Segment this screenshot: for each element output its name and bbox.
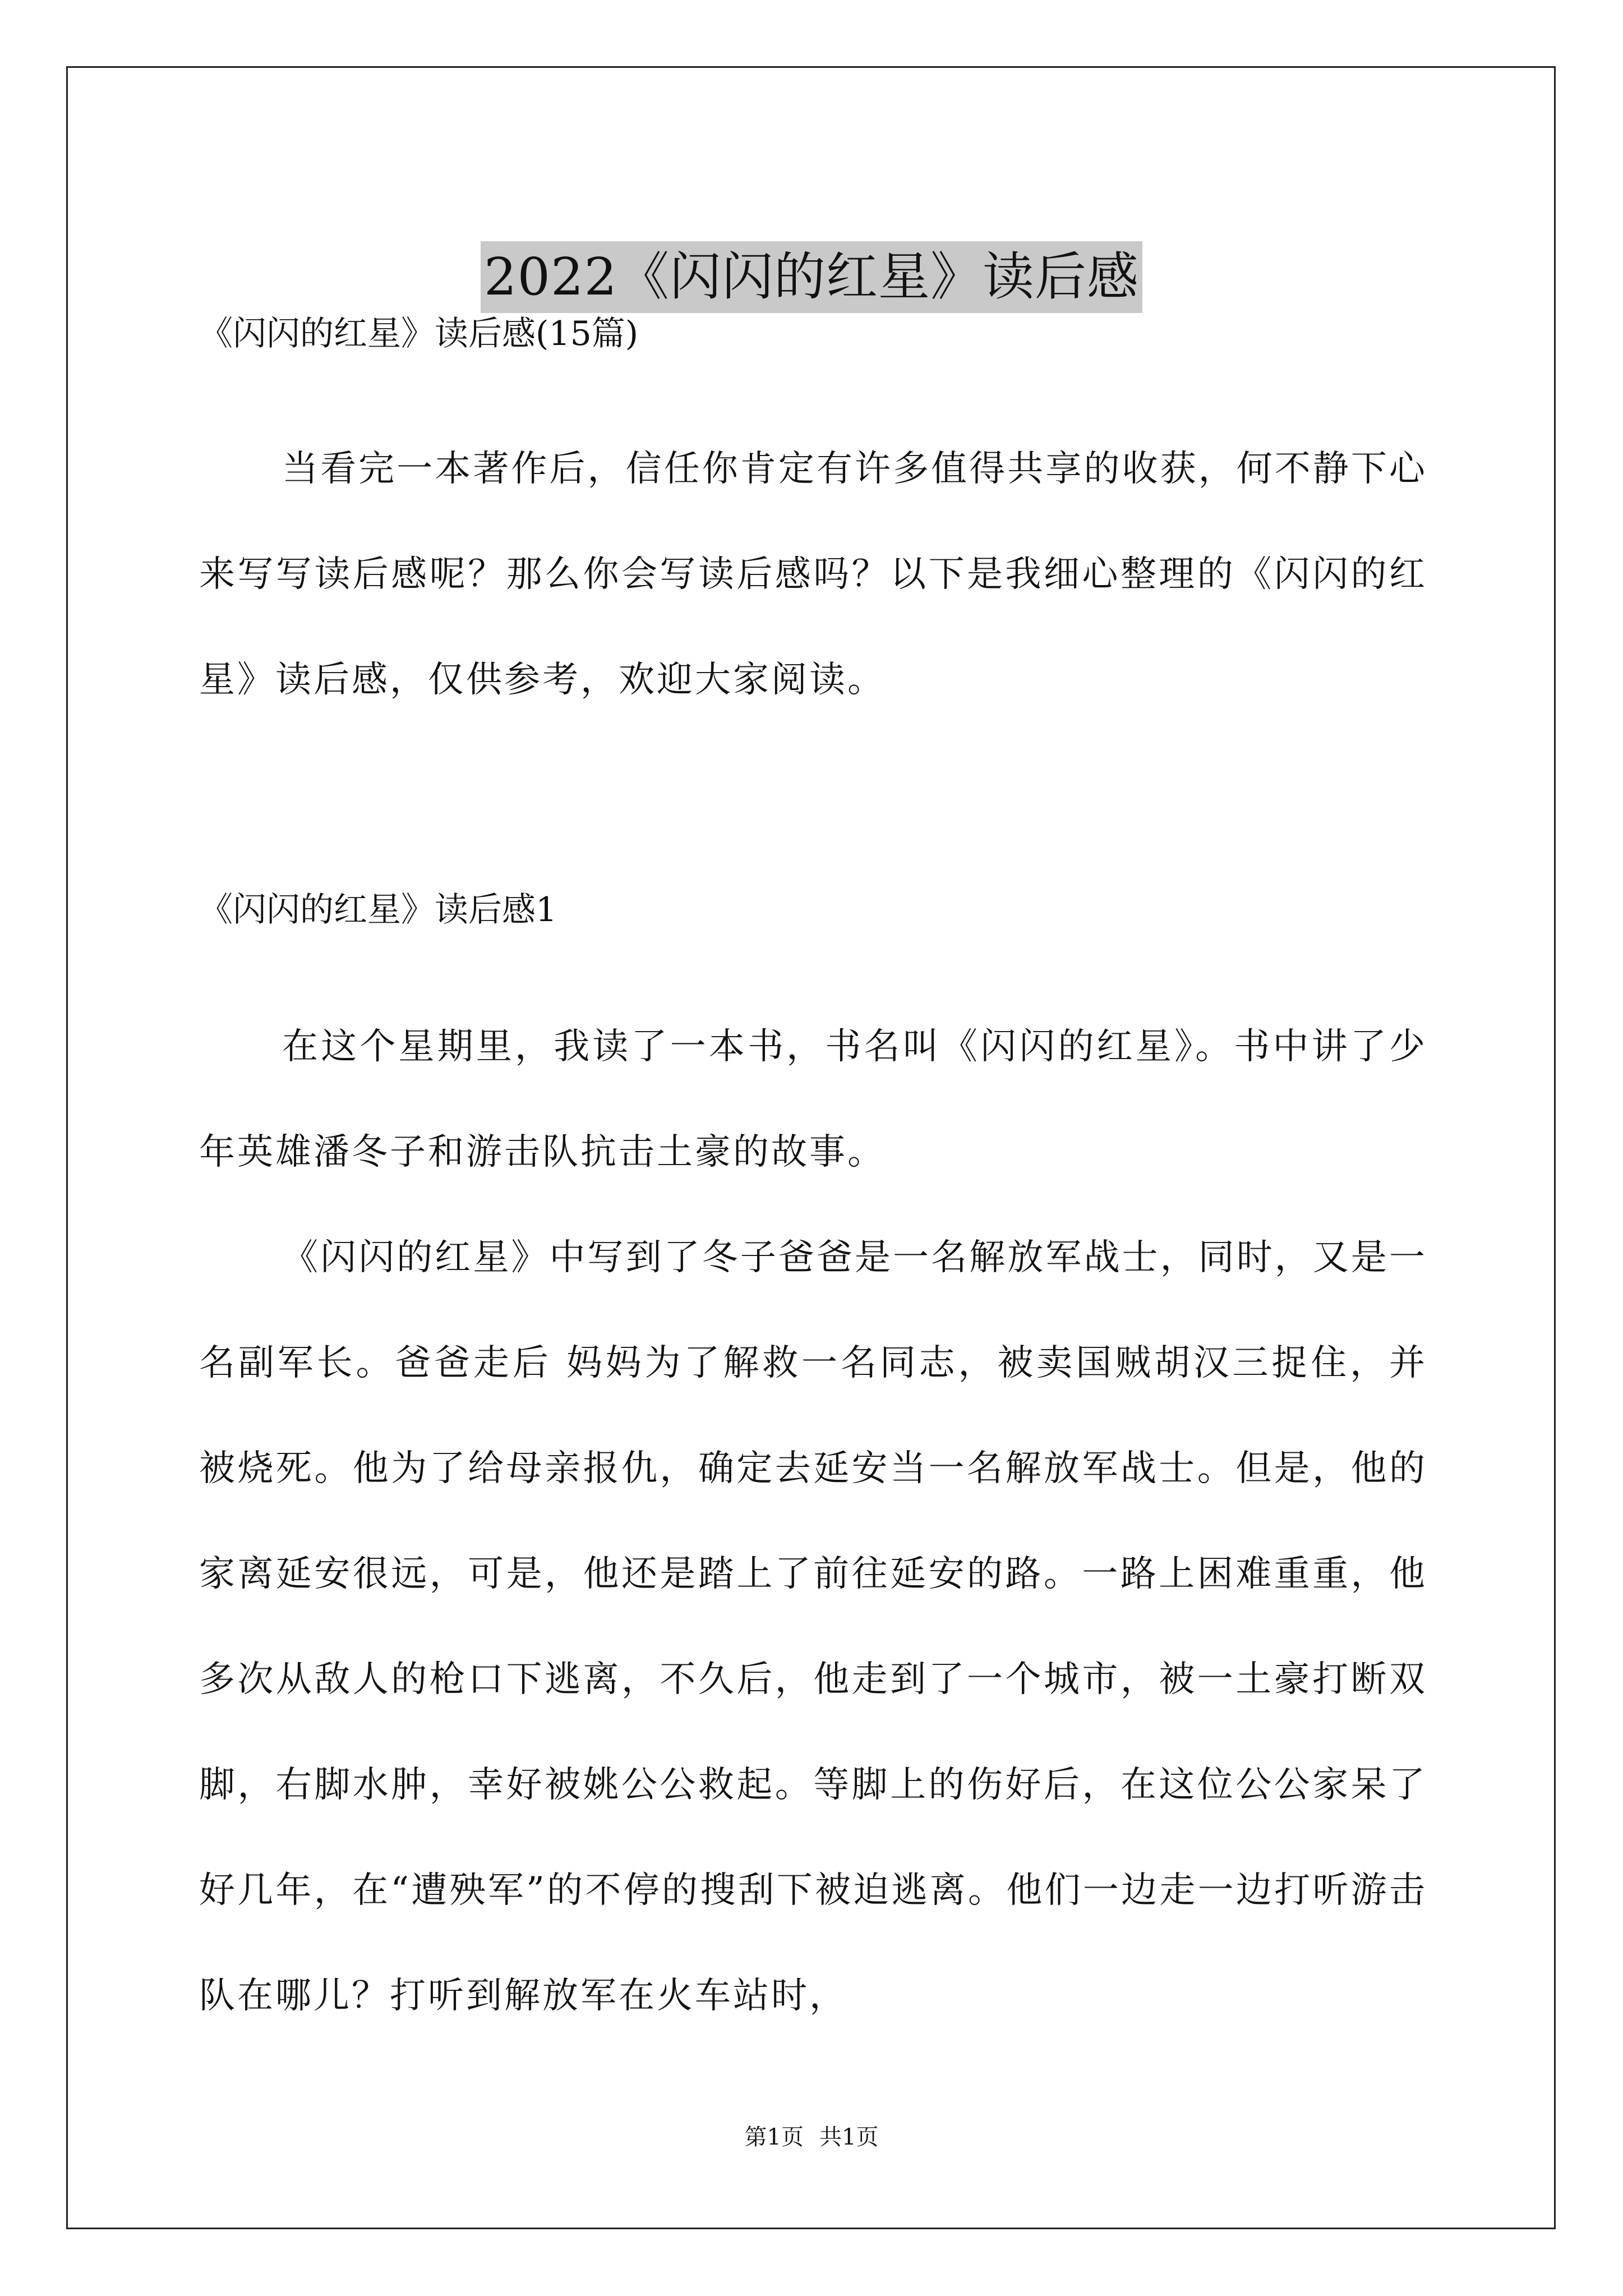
document-title: 2022《闪闪的红星》读后感 <box>481 241 1142 313</box>
body-paragraph-2: 《闪闪的红星》中写到了冬子爸爸是一名解放军战士，同时，又是一名副军长。爸爸走后 妈妈为了解救一名同志，被卖国贼胡汉三捉住，并被烧死。他为了给母亲报仇，确定去延安当一名解放军战士。但是，他的家离延安很远，可是，他还是踏上了前往延安的路。一路上困难重重，他多次从敌人的枪口下逃离，不久后，他走到了一个城市，被一土豪打断双脚，右脚水肿，幸好被姚公公救起。等脚上的伤好后，在这位公公家呆了好几年，在“遭殃军”的不停的搜刮下被迫逃离。他们一边走一边打听游击队在哪儿？打听到解放军在火车站时， <box>199 1237 1427 2017</box>
page-total: 共1页 <box>819 2124 879 2150</box>
section-heading: 《闪闪的红星》读后感1 <box>199 890 557 930</box>
page-number: 第1页 <box>744 2124 804 2150</box>
series-heading: 《闪闪的红星》读后感(15篇) <box>199 314 639 353</box>
page-footer <box>0 2122 1623 2153</box>
intro-paragraph: 当看完一本著作后，信任你肯定有许多值得共享的收获，何不静下心来写写读后感呢？那么你会写读后感吗？以下是我细心整理的《闪闪的红星》读后感，仅供参考，欢迎大家阅读。 <box>199 448 1427 701</box>
body-paragraph-1: 在这个星期里，我读了一本书，书名叫《闪闪的红星》。书中讲了少年英雄潘冬子和游击队抗击土豪的故事。 <box>199 1026 1427 1173</box>
